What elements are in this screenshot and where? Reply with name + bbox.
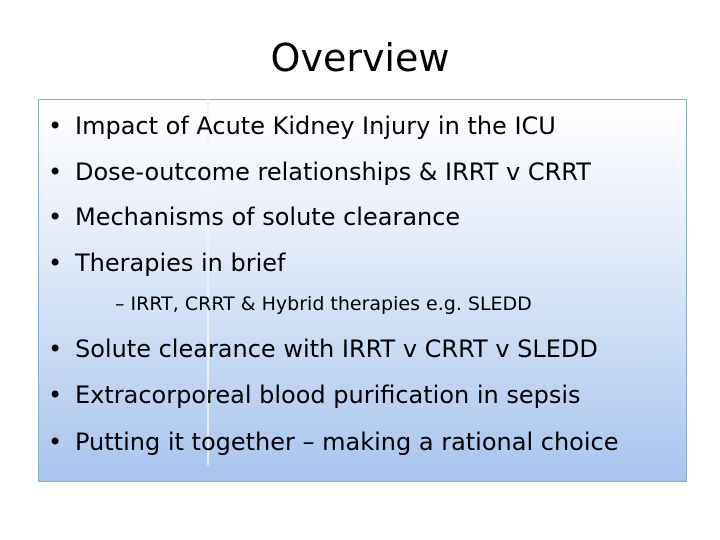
bullet-dot-icon: • <box>48 381 63 409</box>
bullet-dot-icon: • <box>48 203 63 231</box>
bullet-dot-icon: • <box>48 112 63 140</box>
bullet-dot-icon: • <box>48 158 63 186</box>
bullet-text: Dose-outcome relationships & IRRT v CRRT <box>75 158 591 186</box>
bullet-text: Extracorporeal blood purification in sepsis <box>75 381 581 409</box>
bullet-text: Solute clearance with IRRT v CRRT v SLEDD <box>75 335 598 363</box>
bullet-text: Putting it together – making a rational choice <box>75 428 619 456</box>
bullet-text: Mechanisms of solute clearance <box>75 203 461 231</box>
bullet-text: Therapies in brief <box>75 249 286 277</box>
slide-title: Overview <box>270 36 450 80</box>
bullet-dot-icon: • <box>48 335 63 363</box>
bullet-text: Impact of Acute Kidney Injury in the ICU <box>75 112 556 140</box>
bullet-dot-icon: • <box>48 428 63 456</box>
sub-bullet-text: – IRRT, CRRT & Hybrid therapies e.g. SLEDD <box>115 293 532 315</box>
bullet-dot-icon: • <box>48 249 63 277</box>
